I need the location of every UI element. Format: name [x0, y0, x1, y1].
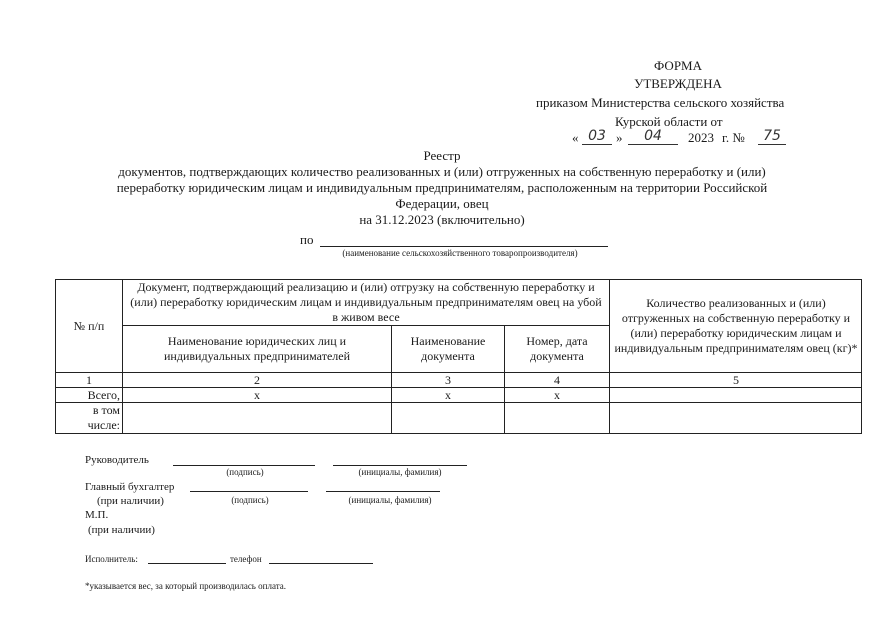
executor-label: Исполнитель:: [85, 554, 138, 564]
num-cell: 2: [254, 372, 260, 387]
title-line-4: Федерации, овец: [395, 196, 489, 211]
accountant-name-caption: (инициалы, фамилия): [348, 495, 432, 505]
date-month: 04: [628, 128, 678, 145]
phone-label: телефон: [230, 554, 262, 564]
head-name-caption: (инициалы, фамилия): [358, 467, 442, 477]
table-vline: [122, 279, 123, 434]
accountant-name-line[interactable]: [326, 491, 440, 492]
num-cell: 1: [86, 372, 92, 387]
head-label: Руководитель: [85, 454, 149, 466]
quote-close: »: [616, 130, 623, 145]
date-day: 03: [582, 128, 612, 145]
order-number: 75: [758, 128, 786, 145]
approval-region: Курской области от: [615, 114, 723, 129]
footnote: *указывается вес, за который производилась оплата.: [85, 581, 287, 591]
head-name-line[interactable]: [333, 465, 467, 466]
seal-label: М.П.: [85, 509, 109, 521]
head-sign-caption: (подпись): [226, 467, 264, 477]
order-label: г. №: [722, 130, 745, 145]
accountant-label: Главный бухгалтер: [85, 481, 175, 493]
num-cell: 5: [733, 372, 739, 387]
header-qty: Количество реализованных и (или) отгруженных на собственную переработку и (или) переработку юридическим лицам и индивидуальным предпринимателям овец (кг)*: [614, 296, 858, 355]
header-names: Наименование юридических лиц и индивидуальных предпринимателей: [164, 334, 350, 363]
head-signature-line[interactable]: [173, 465, 315, 466]
header-doc-number: Номер, дата документа: [526, 334, 588, 363]
header-doc-group: Документ, подтверждающий реализацию и (или) отгрузку на собственную переработку и (или) переработку юридическим лицам и индивидуальным предпринимателям овец на убой в живом весе: [130, 280, 602, 324]
registry-title: [40, 148, 844, 228]
approved-label: УТВЕРЖДЕНА: [634, 76, 722, 91]
accountant-signature-line[interactable]: [190, 491, 308, 492]
including-label: в том числе:: [87, 403, 120, 432]
producer-name-line[interactable]: [320, 246, 608, 247]
total-mark: х: [554, 387, 560, 402]
form-label: ФОРМА: [654, 58, 702, 73]
title-line-2: документов, подтверждающих количество реализованных и (или) отгруженных на собственную переработку и (или): [118, 164, 766, 179]
approval-ministry: приказом Министерства сельского хозяйства: [536, 95, 785, 110]
producer-caption: (наименование сельскохозяйственного товаропроизводителя): [342, 248, 578, 258]
table-vline: [609, 279, 610, 434]
table-hline: [55, 402, 862, 403]
title-line-3: переработку юридическим лицам и индивидуальным предпринимателям, расположенным на территории Российской: [116, 180, 768, 195]
num-cell: 3: [445, 372, 451, 387]
quote-open: «: [572, 130, 579, 145]
total-label: Всего,: [87, 387, 120, 402]
phone-line[interactable]: [269, 563, 373, 564]
title-word: Реестр: [423, 148, 461, 163]
total-mark: х: [445, 387, 451, 402]
seal-if-any: (при наличии): [88, 524, 155, 536]
accountant-if-any: (при наличии): [97, 495, 164, 507]
num-cell: 4: [554, 372, 560, 387]
header-doc-name: Наименование документа: [410, 334, 486, 363]
executor-line[interactable]: [148, 563, 226, 564]
total-mark: х: [254, 387, 260, 402]
accountant-sign-caption: (подпись): [231, 495, 269, 505]
date-year: 2023: [688, 130, 714, 145]
by-label: по: [300, 232, 314, 247]
title-date: на 31.12.2023 (включительно): [359, 212, 525, 227]
header-num: № п/п: [73, 318, 105, 333]
approval-date: [572, 130, 792, 148]
